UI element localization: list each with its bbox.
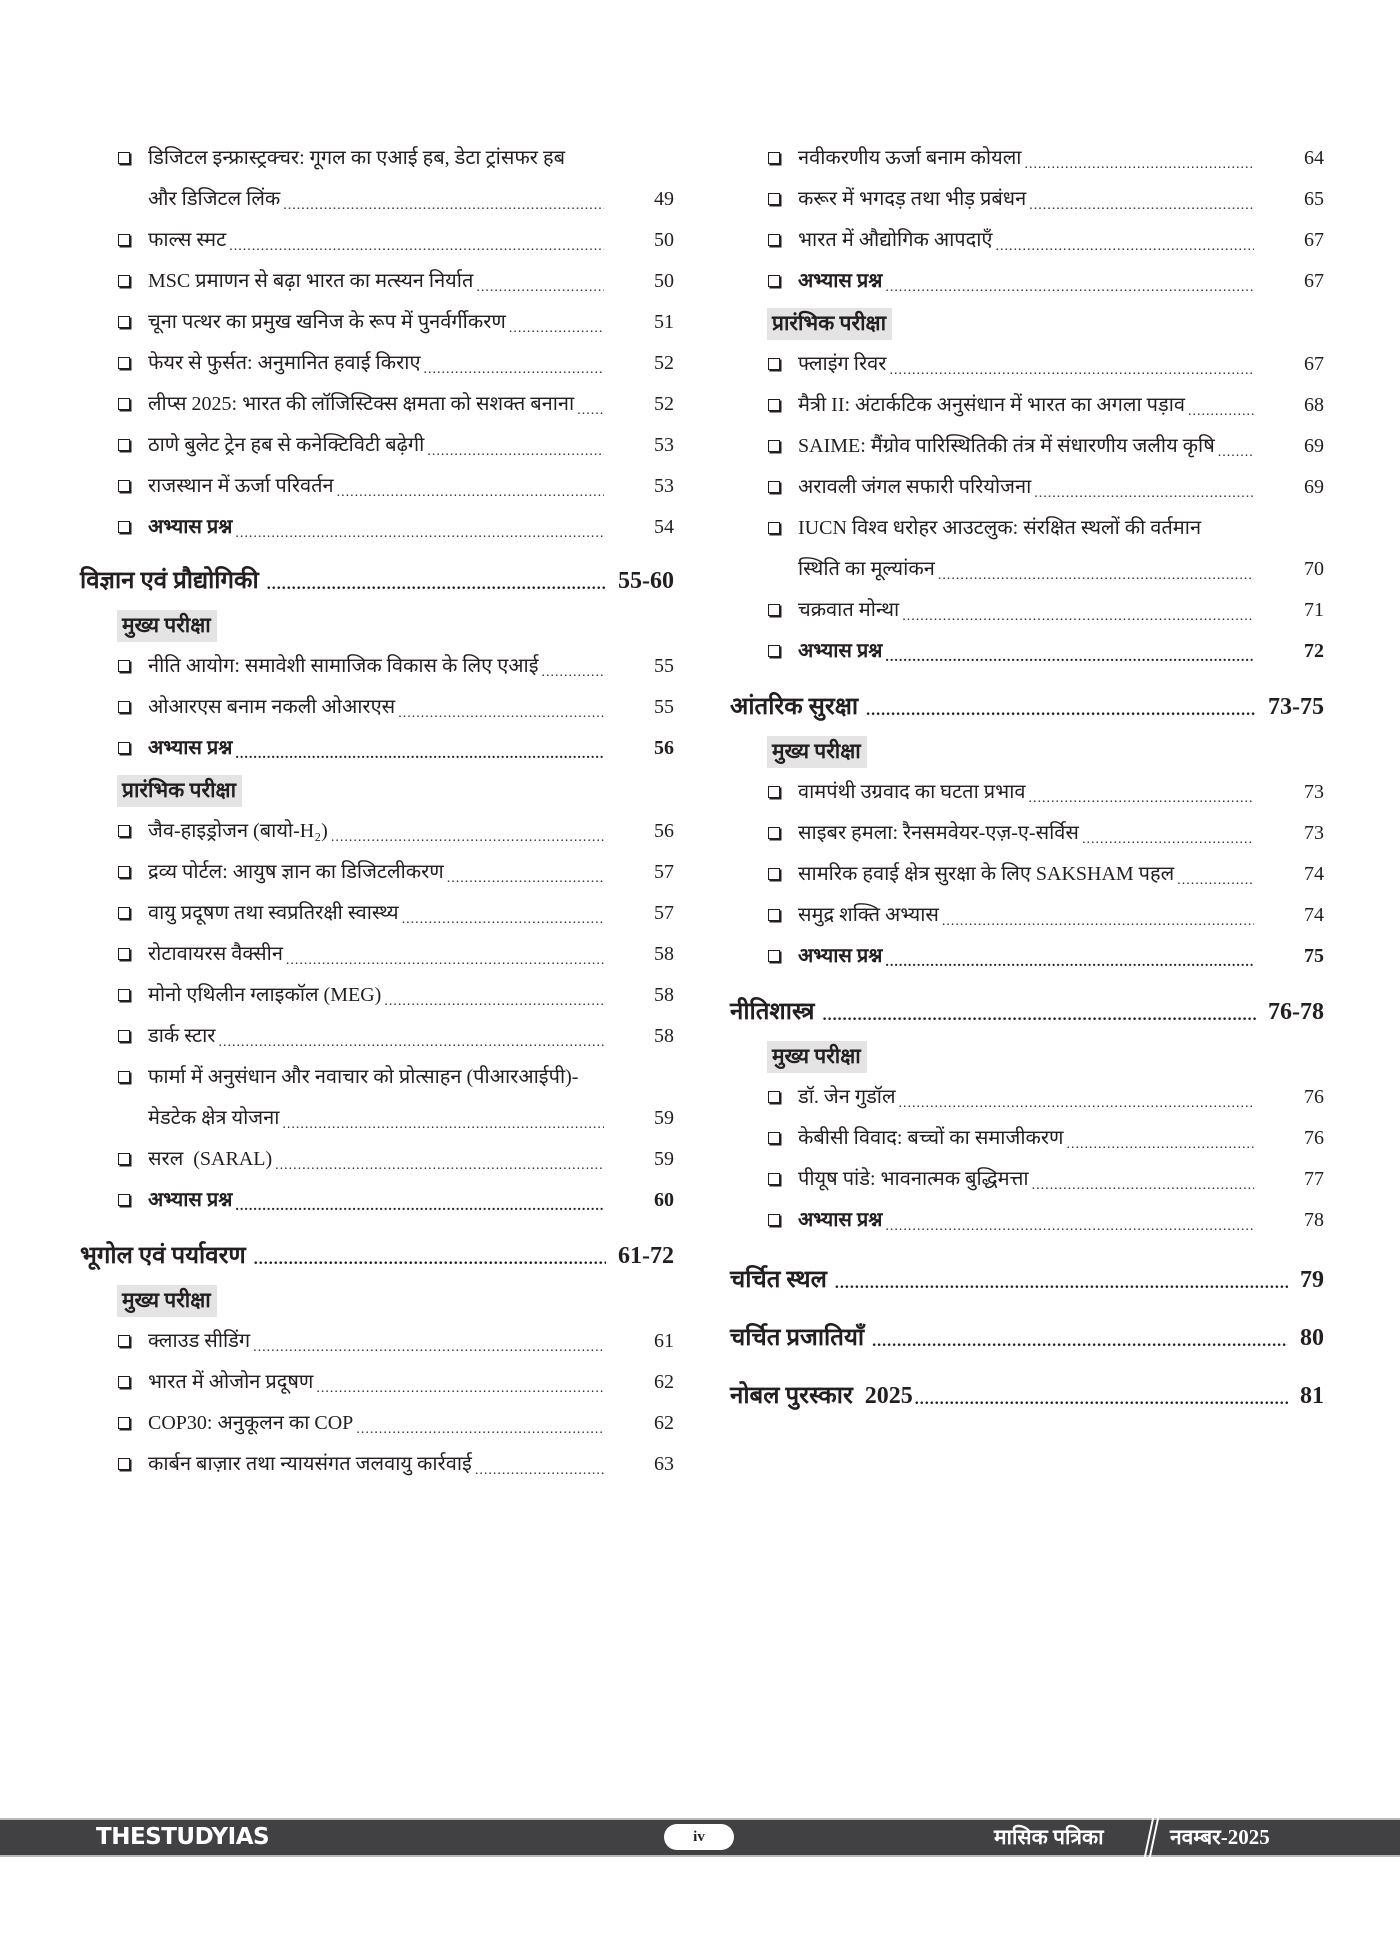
toc-entry[interactable] <box>730 1077 1324 1118</box>
toc-entry[interactable] <box>80 687 674 728</box>
dot-leader <box>398 700 604 728</box>
checkbox-bullet-icon <box>118 1335 130 1347</box>
entry-page: 78 <box>1304 1209 1324 1231</box>
page-footer <box>0 1818 1400 1857</box>
checkbox-bullet-icon <box>768 1173 780 1185</box>
entry-title: डॉ. जेन गुडॉल <box>798 1086 896 1108</box>
checkbox-bullet-icon <box>118 439 130 451</box>
entry-title: SAIME: मैंग्रोव पारिस्थितिकी तंत्र में संधारणीय जलीय कृषि <box>798 435 1215 457</box>
double-slash-divider <box>1146 1818 1156 1857</box>
dot-leader <box>356 1416 604 1444</box>
dot-leader <box>235 741 604 769</box>
entry-page: 76 <box>1304 1127 1324 1149</box>
toc-entry[interactable] <box>80 343 674 384</box>
entry-page: 69 <box>1304 476 1324 498</box>
dot-leader <box>889 357 1254 385</box>
entry-page: 75 <box>1304 945 1324 967</box>
dot-leader <box>331 824 604 852</box>
dot-leader <box>283 192 604 220</box>
toc-entry[interactable] <box>80 425 674 466</box>
dot-leader <box>1029 192 1254 220</box>
entry-page: 69 <box>1304 435 1324 457</box>
section-title: चर्चित प्रजातियाँ <box>730 1325 865 1351</box>
checkbox-bullet-icon <box>118 234 130 246</box>
checkbox-bullet-icon <box>118 989 130 1001</box>
section-geography[interactable] <box>80 1239 674 1273</box>
dot-leader <box>447 865 604 893</box>
toc-entry[interactable] <box>730 426 1324 467</box>
checkbox-bullet-icon <box>768 827 780 839</box>
checkbox-bullet-icon <box>768 868 780 880</box>
entry-title-line2: स्थिति का मूल्यांकन <box>798 558 935 580</box>
dot-leader <box>402 906 604 934</box>
dot-leader <box>235 1193 604 1221</box>
checkbox-bullet-icon <box>768 950 780 962</box>
entry-title: ओआरएस बनाम नकली ओआरएस <box>148 696 396 718</box>
entry-page: 57 <box>654 861 674 883</box>
dot-leader <box>885 949 1254 977</box>
entry-title-line2: और डिजिटल लिंक <box>148 188 281 210</box>
entry-title: सरल (SARAL) <box>148 1148 273 1170</box>
entry-page: 53 <box>654 475 674 497</box>
dot-leader <box>902 603 1254 631</box>
dot-leader <box>424 356 604 384</box>
entry-page: 67 <box>1304 270 1324 292</box>
checkbox-bullet-icon <box>768 440 780 452</box>
checkbox-bullet-icon <box>118 480 130 492</box>
checkbox-bullet-icon <box>768 193 780 205</box>
toc-entry[interactable] <box>80 852 674 893</box>
toc-entry[interactable] <box>730 772 1324 813</box>
checkbox-bullet-icon <box>118 1071 130 1083</box>
toc-entry-practice[interactable] <box>80 1180 674 1221</box>
dot-leader <box>509 315 604 343</box>
checkbox-bullet-icon <box>118 1417 130 1429</box>
entry-page: 62 <box>654 1412 674 1434</box>
section-species-in-news[interactable] <box>730 1321 1324 1355</box>
entry-title: नीति आयोग: समावेशी सामाजिक विकास के लिए एआई <box>148 655 539 677</box>
subsection-prelims: प्रारंभिक परीक्षा <box>767 308 892 340</box>
dot-leader <box>267 572 606 598</box>
section-ethics[interactable] <box>730 995 1324 1029</box>
entry-title: अभ्यास प्रश्न <box>148 737 233 759</box>
section-pages: 79 <box>1300 1267 1324 1293</box>
toc-entry[interactable] <box>730 385 1324 426</box>
entry-page: 67 <box>1304 353 1324 375</box>
entry-title: लीप्स 2025: भारत की लॉजिस्टिक्स क्षमता को सशक्त बनाना <box>148 393 575 415</box>
entry-page: 55 <box>654 696 674 718</box>
toc-entry[interactable] <box>730 508 1324 590</box>
dot-leader <box>823 1003 1256 1029</box>
dot-leader <box>1177 867 1254 895</box>
section-nobel-prize[interactable] <box>730 1379 1324 1413</box>
entry-title: करूर में भगदड़ तथा भीड़ प्रबंधन <box>798 188 1027 210</box>
section-science[interactable] <box>80 564 674 598</box>
entry-title: फ्लाइंग रिवर <box>798 353 887 375</box>
entry-title: मैत्री II: अंटार्कटिक अनुसंधान में भारत का अगला पड़ाव <box>798 394 1186 416</box>
dot-leader <box>885 644 1254 672</box>
toc-entry[interactable] <box>80 975 674 1016</box>
entry-title: भारत में औद्योगिक आपदाएँ <box>798 229 993 251</box>
checkbox-bullet-icon <box>118 948 130 960</box>
entry-title-line2: मेडटेक क्षेत्र योजना <box>148 1107 280 1129</box>
subsection-mains: मुख्य परीक्षा <box>117 610 217 642</box>
entry-title: डार्क स्टार <box>148 1025 216 1047</box>
section-pages: 61-72 <box>618 1243 674 1269</box>
toc-entry[interactable] <box>730 854 1324 895</box>
entry-title-line1: फार्मा में अनुसंधान और नवाचार को प्रोत्साहन (पीआरआईपी)- <box>148 1066 579 1088</box>
section-pages: 55-60 <box>618 568 674 594</box>
checkbox-bullet-icon <box>768 275 780 287</box>
toc-entry[interactable] <box>80 1444 674 1485</box>
entry-title: चूना पत्थर का प्रमुख खनिज के रूप में पुनर्वर्गीकरण <box>148 311 506 333</box>
entry-title: केबीसी विवाद: बच्चों का समाजीकरण <box>798 1127 1064 1149</box>
entry-page: 67 <box>1304 229 1324 251</box>
section-title: नीतिशास्त्र <box>730 999 815 1025</box>
entry-page: 61 <box>654 1330 674 1352</box>
checkbox-bullet-icon <box>768 1091 780 1103</box>
entry-page: 54 <box>654 516 674 538</box>
dot-leader <box>254 1247 606 1273</box>
toc-left-column <box>80 138 674 1485</box>
toc-entry[interactable] <box>730 467 1324 508</box>
subsection-mains: मुख्य परीक्षा <box>767 736 867 768</box>
toc-entry[interactable] <box>80 466 674 507</box>
toc-entry-practice[interactable] <box>80 728 674 769</box>
toc-entry[interactable] <box>80 1403 674 1444</box>
toc-entry[interactable] <box>730 590 1324 631</box>
dot-leader <box>915 1387 1288 1413</box>
page-number: iv <box>664 1824 734 1850</box>
toc-entry[interactable] <box>80 893 674 934</box>
checkbox-bullet-icon <box>118 866 130 878</box>
dot-leader <box>995 233 1254 261</box>
toc-entry[interactable] <box>80 302 674 343</box>
toc-entry[interactable] <box>730 1118 1324 1159</box>
section-pages: 76-78 <box>1268 999 1324 1025</box>
toc-entry[interactable] <box>80 1016 674 1057</box>
checkbox-bullet-icon <box>118 1376 130 1388</box>
dot-leader <box>1188 398 1254 426</box>
checkbox-bullet-icon <box>118 316 130 328</box>
section-pages: 80 <box>1300 1325 1324 1351</box>
toc-entry-practice[interactable] <box>730 631 1324 672</box>
checkbox-bullet-icon <box>118 521 130 533</box>
dot-leader <box>275 1152 604 1180</box>
toc-entry-practice[interactable] <box>730 1200 1324 1241</box>
entry-page: 53 <box>654 434 674 456</box>
checkbox-bullet-icon <box>118 1458 130 1470</box>
section-places-in-news[interactable] <box>730 1263 1324 1297</box>
entry-title: COP30: अनुकूलन का COP <box>148 1412 354 1434</box>
checkbox-bullet-icon <box>768 152 780 164</box>
toc-entry[interactable] <box>80 1139 674 1180</box>
checkbox-bullet-icon <box>768 358 780 370</box>
entry-page: 56 <box>654 820 674 842</box>
checkbox-bullet-icon <box>118 825 130 837</box>
checkbox-bullet-icon <box>118 357 130 369</box>
entry-title: वायु प्रदूषण तथा स्वप्रतिरक्षी स्वास्थ्य <box>148 902 399 924</box>
dot-leader <box>427 438 604 466</box>
checkbox-bullet-icon <box>118 660 130 672</box>
entry-page: 76 <box>1304 1086 1324 1108</box>
issue-month: नवम्बर-2025 <box>1170 1825 1270 1849</box>
entry-title: द्रव्य पोर्टल: आयुष ज्ञान का डिजिटलीकरण <box>148 861 444 883</box>
dot-leader <box>835 1271 1288 1297</box>
entry-page: 57 <box>654 902 674 924</box>
entry-page: 56 <box>654 737 674 759</box>
dot-leader <box>885 274 1254 302</box>
dot-leader <box>229 233 604 261</box>
entry-title: अभ्यास प्रश्न <box>798 270 883 292</box>
dot-leader <box>942 908 1254 936</box>
dot-leader <box>938 562 1254 590</box>
entry-page: 59 <box>654 1148 674 1170</box>
entry-title: अभ्यास प्रश्न <box>798 1209 883 1231</box>
checkbox-bullet-icon <box>768 481 780 493</box>
section-title: आंतरिक सुरक्षा <box>730 694 859 720</box>
entry-page: 58 <box>654 1025 674 1047</box>
dot-leader <box>872 1329 1288 1355</box>
dot-leader <box>475 1457 604 1485</box>
entry-title: पीयूष पांडे: भावनात्मक बुद्धिमत्ता <box>798 1168 1029 1190</box>
entry-title: अभ्यास प्रश्न <box>148 1189 233 1211</box>
entry-page: 70 <box>1304 558 1324 580</box>
dot-leader <box>384 988 604 1016</box>
toc-entry[interactable] <box>80 261 674 302</box>
toc-entry[interactable] <box>80 811 674 852</box>
checkbox-bullet-icon <box>118 152 130 164</box>
entry-title: नवीकरणीय ऊर्जा बनाम कोयला <box>798 147 1022 169</box>
entry-page: 50 <box>654 270 674 292</box>
entry-page: 52 <box>654 393 674 415</box>
entry-page: 51 <box>654 311 674 333</box>
entry-title: भारत में ओजोन प्रदूषण <box>148 1371 314 1393</box>
dot-leader <box>542 659 604 687</box>
checkbox-bullet-icon <box>768 1132 780 1144</box>
dot-leader <box>282 1111 604 1139</box>
entry-page: 72 <box>1304 640 1324 662</box>
dot-leader <box>899 1090 1254 1118</box>
toc-entry[interactable] <box>80 384 674 425</box>
dot-leader <box>1029 785 1255 813</box>
entry-page: 52 <box>654 352 674 374</box>
entry-title: राजस्थान में ऊर्जा परिवर्तन <box>148 475 334 497</box>
dot-leader <box>1032 1172 1254 1200</box>
entry-title: ठाणे बुलेट ट्रेन हब से कनेक्टिविटी बढ़ेगी <box>148 434 425 456</box>
entry-page: 58 <box>654 943 674 965</box>
dot-leader <box>1024 151 1254 179</box>
entry-title: कार्बन बाज़ार तथा न्यायसंगत जलवायु कार्रवाई <box>148 1453 472 1475</box>
dot-leader <box>866 698 1256 724</box>
entry-page: 74 <box>1304 863 1324 885</box>
toc-entry[interactable] <box>730 138 1324 179</box>
section-title: भूगोल एवं पर्यावरण <box>80 1243 246 1269</box>
toc-entry[interactable] <box>80 138 674 220</box>
checkbox-bullet-icon <box>118 1030 130 1042</box>
entry-title: अभ्यास प्रश्न <box>798 945 883 967</box>
dot-leader <box>1218 439 1254 467</box>
checkbox-bullet-icon <box>118 742 130 754</box>
toc-entry-practice[interactable] <box>730 261 1324 302</box>
dot-leader <box>1034 480 1254 508</box>
section-title: चर्चित स्थल <box>730 1267 827 1293</box>
entry-title-line1: डिजिटल इन्फ्रास्ट्रक्चर: गूगल का एआई हब, डेटा ट्रांसफर हब <box>148 147 565 169</box>
entry-page: 59 <box>654 1107 674 1129</box>
checkbox-bullet-icon <box>768 234 780 246</box>
dot-leader <box>218 1029 604 1057</box>
dot-leader <box>286 947 604 975</box>
entry-page: 60 <box>654 1189 674 1211</box>
checkbox-bullet-icon <box>118 907 130 919</box>
entry-title: MSC प्रमाणन से बढ़ा भारत का मत्स्यन निर्यात <box>148 270 474 292</box>
section-pages: 81 <box>1300 1383 1324 1409</box>
entry-page: 73 <box>1304 781 1324 803</box>
toc-entry[interactable] <box>80 1057 674 1139</box>
section-pages: 73-75 <box>1268 694 1324 720</box>
dot-leader <box>337 479 604 507</box>
dot-leader <box>577 397 604 425</box>
entry-page: 68 <box>1304 394 1324 416</box>
checkbox-bullet-icon <box>118 398 130 410</box>
subsection-mains: मुख्य परीक्षा <box>767 1041 867 1073</box>
entry-title: फाल्स स्मट <box>148 229 227 251</box>
checkbox-bullet-icon <box>118 1153 130 1165</box>
entry-page: 74 <box>1304 904 1324 926</box>
dot-leader <box>1082 826 1254 854</box>
toc-entry[interactable] <box>730 895 1324 936</box>
entry-page: 50 <box>654 229 674 251</box>
checkbox-bullet-icon <box>118 1194 130 1206</box>
entry-page: 71 <box>1304 599 1324 621</box>
entry-title: सामरिक हवाई क्षेत्र सुरक्षा के लिए SAKSHAM पहल <box>798 863 1175 885</box>
entry-title: चक्रवात मोन्था <box>798 599 900 621</box>
toc-entry-practice[interactable] <box>80 507 674 548</box>
checkbox-bullet-icon <box>768 909 780 921</box>
entry-page: 73 <box>1304 822 1324 844</box>
dot-leader <box>885 1213 1254 1241</box>
entry-page: 55 <box>654 655 674 677</box>
entry-title: क्लाउड सीडिंग <box>148 1330 251 1352</box>
brand-logo: THESTUDYIAS <box>96 1824 270 1850</box>
toc-entry-practice[interactable] <box>730 936 1324 977</box>
entry-page: 64 <box>1304 147 1324 169</box>
section-title: विज्ञान एवं प्रौद्योगिकी <box>80 568 259 594</box>
checkbox-bullet-icon <box>768 399 780 411</box>
dot-leader <box>235 520 604 548</box>
toc-right-column <box>730 138 1324 1419</box>
entry-title: फेयर से फुर्सत: अनुमानित हवाई किराए <box>148 352 421 374</box>
entry-page: 49 <box>654 188 674 210</box>
entry-page: 65 <box>1304 188 1324 210</box>
checkbox-bullet-icon <box>768 604 780 616</box>
dot-leader <box>253 1334 604 1362</box>
entry-title: साइबर हमला: रैनसमवेयर-एज़-ए-सर्विस <box>798 822 1079 844</box>
dot-leader <box>476 274 604 302</box>
entry-title: मोनो एथिलीन ग्लाइकॉल (MEG) <box>148 984 382 1006</box>
toc-entry[interactable] <box>730 813 1324 854</box>
checkbox-bullet-icon <box>768 522 780 534</box>
entry-title: अरावली जंगल सफारी परियोजना <box>798 476 1032 498</box>
entry-page: 62 <box>654 1371 674 1393</box>
section-internal-security[interactable] <box>730 690 1324 724</box>
toc-entry[interactable] <box>730 1159 1324 1200</box>
magazine-label: मासिक पत्रिका <box>994 1825 1104 1849</box>
toc-entry[interactable] <box>730 220 1324 261</box>
entry-title: समुद्र शक्ति अभ्यास <box>798 904 939 926</box>
entry-title: वामपंथी उग्रवाद का घटता प्रभाव <box>798 781 1026 803</box>
entry-title: जैव-हाइड्रोजन (बायो-H₂) <box>148 820 328 842</box>
toc-entry[interactable] <box>80 934 674 975</box>
entry-page: 63 <box>654 1453 674 1475</box>
dot-leader <box>316 1375 604 1403</box>
dot-leader <box>1067 1131 1255 1159</box>
toc-entry[interactable] <box>80 1362 674 1403</box>
toc-entry[interactable] <box>730 344 1324 385</box>
entry-title-line1: IUCN विश्व धरोहर आउटलुक: संरक्षित स्थलों की वर्तमान <box>798 517 1202 539</box>
checkbox-bullet-icon <box>768 1214 780 1226</box>
checkbox-bullet-icon <box>118 275 130 287</box>
toc-entry[interactable] <box>730 179 1324 220</box>
subsection-prelims: प्रारंभिक परीक्षा <box>117 775 242 807</box>
checkbox-bullet-icon <box>768 786 780 798</box>
entry-title: रोटावायरस वैक्सीन <box>148 943 283 965</box>
checkbox-bullet-icon <box>118 701 130 713</box>
toc-entry[interactable] <box>80 1321 674 1362</box>
subsection-mains: मुख्य परीक्षा <box>117 1285 217 1317</box>
entry-title: अभ्यास प्रश्न <box>148 516 233 538</box>
entry-page: 58 <box>654 984 674 1006</box>
entry-title: अभ्यास प्रश्न <box>798 640 883 662</box>
entry-page: 77 <box>1304 1168 1324 1190</box>
section-title: नोबल पुरस्कार 2025 <box>730 1383 913 1409</box>
checkbox-bullet-icon <box>768 645 780 657</box>
toc-entry[interactable] <box>80 646 674 687</box>
toc-entry[interactable] <box>80 220 674 261</box>
